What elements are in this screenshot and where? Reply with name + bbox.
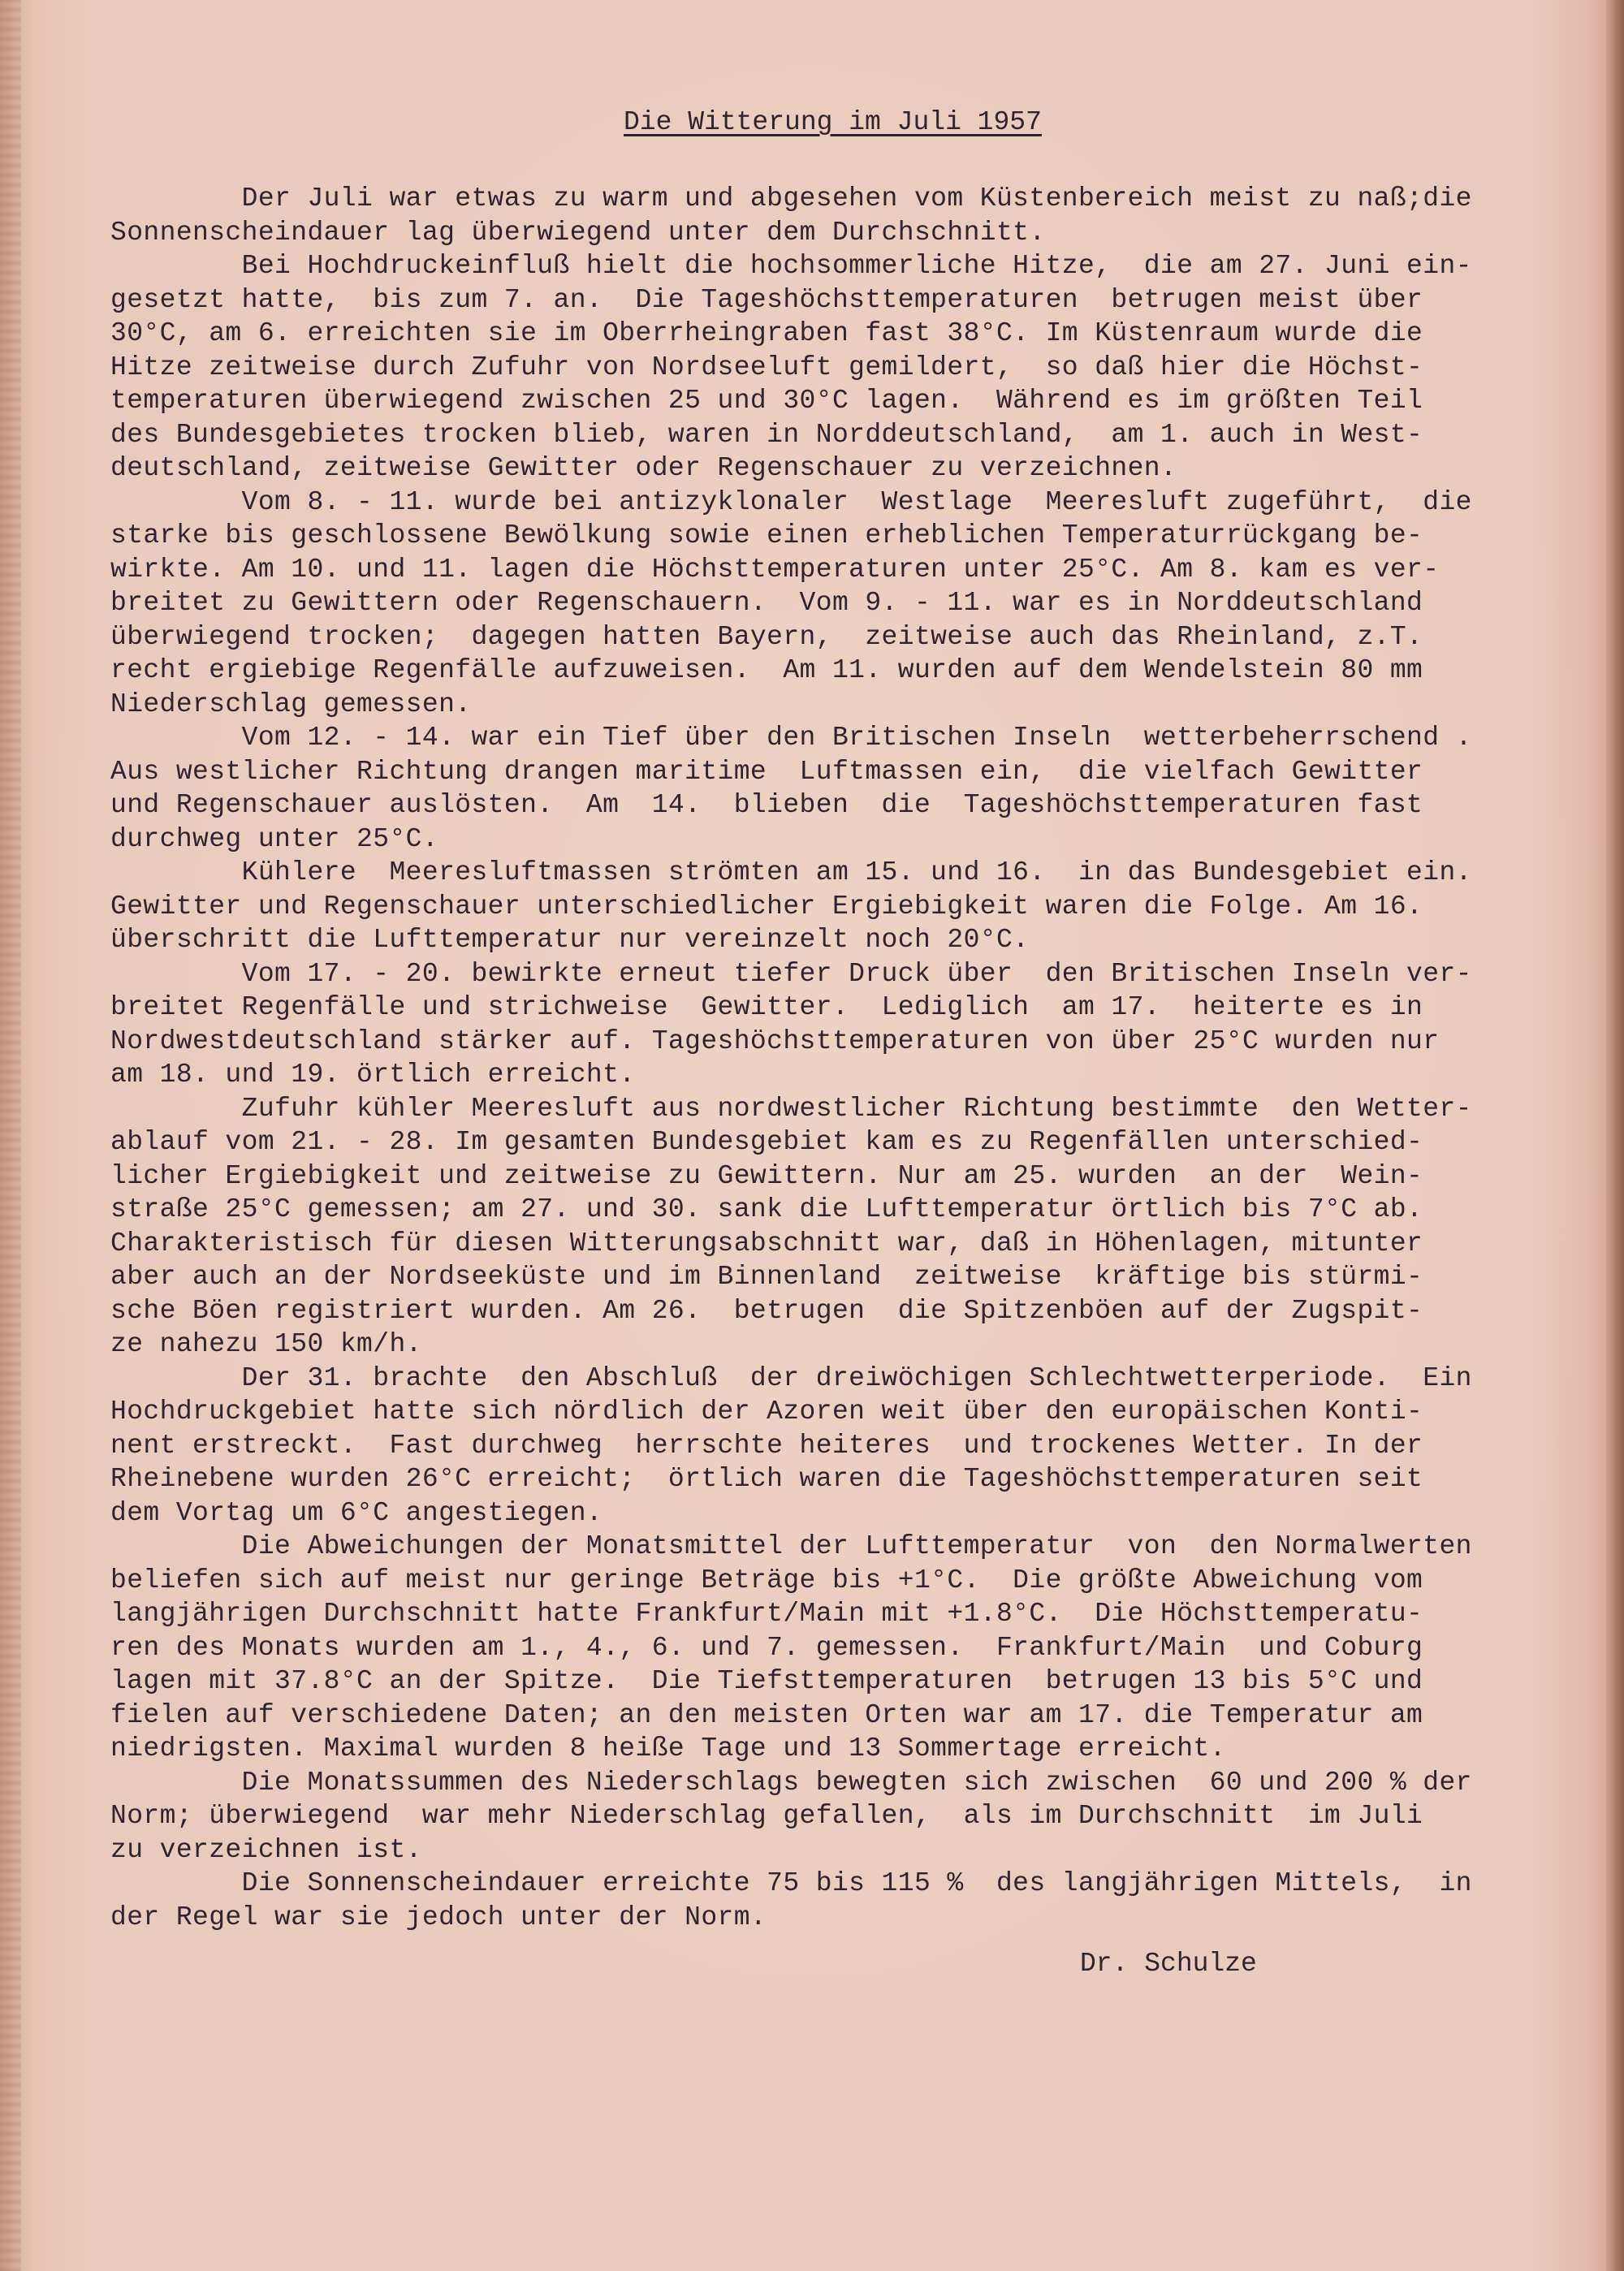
text-line: Charakteristisch für diesen Witterungsabschnitt war, daß in Höhenlagen, mitunter <box>110 1228 1423 1259</box>
text-line: Die Monatssummen des Niederschlags bewegten sich zwischen 60 und 200 % der <box>110 1767 1472 1798</box>
text-line: straße 25°C gemessen; am 27. und 30. sank die Lufttemperatur örtlich bis 7°C ab. <box>110 1194 1423 1224</box>
text-line: Die Sonnenscheindauer erreichte 75 bis 115 % des langjährigen Mittels, in <box>110 1868 1472 1898</box>
text-line: nent erstreckt. Fast durchweg herrschte heiteres und trockenes Wetter. In der <box>110 1430 1423 1461</box>
text-line: aber auch an der Nordseeküste und im Binnenland zeitweise kräftige bis stürmi- <box>110 1262 1423 1292</box>
text-line: langjährigen Durchschnitt hatte Frankfurt/Main mit +1.8°C. Die Höchsttemperatu- <box>110 1599 1423 1629</box>
text-line: licher Ergiebigkeit und zeitweise zu Gewittern. Nur am 25. wurden an der Wein- <box>110 1160 1423 1191</box>
text-line: Rheinebene wurden 26°C erreicht; örtlich waren die Tageshöchsttemperaturen seit <box>110 1464 1423 1494</box>
text-line: überwiegend trocken; dagegen hatten Bayern, zeitweise auch das Rheinland, z.T. <box>110 621 1423 652</box>
text-line: wirkte. Am 10. und 11. lagen die Höchsttemperaturen unter 25°C. Am 8. kam es ver- <box>110 554 1440 585</box>
text-line: überschritt die Lufttemperatur nur vereinzelt noch 20°C. <box>110 925 1030 955</box>
text-line: Vom 8. - 11. wurde bei antizyklonaler Westlage Meeresluft zugeführt, die <box>110 486 1472 517</box>
text-line: Der Juli war etwas zu warm und abgesehen vom Küstenbereich meist zu naß;die <box>110 183 1472 214</box>
text-line: am 18. und 19. örtlich erreicht. <box>110 1060 636 1090</box>
text-line: Vom 17. - 20. bewirkte erneut tiefer Druck über den Britischen Inseln ver- <box>110 958 1472 989</box>
text-line: der Regel war sie jedoch unter der Norm. <box>110 1902 767 1932</box>
text-line: recht ergiebige Regenfälle aufzuweisen. Am 11. wurden auf dem Wendelstein 80 mm <box>110 655 1423 685</box>
text-line: ze nahezu 150 km/h. <box>110 1329 422 1359</box>
text-line: beliefen sich auf meist nur geringe Beträge bis +1°C. Die größte Abweichung vom <box>110 1565 1423 1595</box>
text-line: ren des Monats wurden am 1., 4., 6. und 7. gemessen. Frankfurt/Main und Coburg <box>110 1632 1423 1663</box>
text-line: Hochdruckgebiet hatte sich nördlich der Azoren weit über den europäischen Konti- <box>110 1397 1423 1427</box>
text-line: Der 31. brachte den Abschluß der dreiwöchigen Schlechtwetterperiode. Ein <box>110 1362 1472 1393</box>
text-line: Bei Hochdruckeinfluß hielt die hochsommerliche Hitze, die am 27. Juni ein- <box>110 251 1472 281</box>
text-line: Aus westlicher Richtung drangen maritime Luftmassen ein, die vielfach Gewitter <box>110 756 1423 787</box>
right-page-edge <box>1606 0 1624 2271</box>
text-line: Niederschlag gemessen. <box>110 689 472 719</box>
text-line: zu verzeichnen ist. <box>110 1834 422 1865</box>
text-line: ablauf vom 21. - 28. Im gesamten Bundesgebiet kam es zu Regenfällen unterschied- <box>110 1127 1423 1157</box>
text-line: durchweg unter 25°C. <box>110 823 439 854</box>
text-line: sche Böen registriert wurden. Am 26. betrugen die Spitzenböen auf der Zugspit- <box>110 1295 1423 1326</box>
binding-edge <box>0 0 21 2271</box>
text-line: Vom 12. - 14. war ein Tief über den Britischen Inseln wetterbeherrschend . <box>110 723 1472 753</box>
text-line: des Bundesgebietes trocken blieb, waren in Norddeutschland, am 1. auch in West- <box>110 419 1423 450</box>
text-line: niedrigsten. Maximal wurden 8 heiße Tage und 13 Sommertage erreicht. <box>110 1733 1226 1764</box>
text-line: Gewitter und Regenschauer unterschiedlicher Ergiebigkeit waren die Folge. Am 16. <box>110 891 1423 922</box>
signature: Dr. Schulze <box>1080 1949 1257 1979</box>
text-line: Kühlere Meeresluftmassen strömten am 15. und 16. in das Bundesgebiet ein. <box>110 857 1472 887</box>
text-line: und Regenschauer auslösten. Am 14. blieben die Tageshöchsttemperaturen fast <box>110 790 1423 820</box>
text-line: deutschland, zeitweise Gewitter oder Regenschauer zu verzeichnen. <box>110 453 1177 483</box>
text-line: dem Vortag um 6°C angestiegen. <box>110 1497 603 1528</box>
text-line: lagen mit 37.8°C an der Spitze. Die Tiefsttemperaturen betrugen 13 bis 5°C und <box>110 1666 1423 1696</box>
text-line: 30°C, am 6. erreichten sie im Oberrheingraben fast 38°C. Im Küstenraum wurde die <box>110 318 1423 348</box>
text-line: Norm; überwiegend war mehr Niederschlag gefallen, als im Durchschnitt im Juli <box>110 1801 1423 1831</box>
text-line: temperaturen überwiegend zwischen 25 und 30°C lagen. Während es im größten Teil <box>110 386 1423 416</box>
text-line: Die Abweichungen der Monatsmittel der Lufttemperatur von den Normalwerten <box>110 1531 1472 1561</box>
text-line: breitet Regenfälle und strichweise Gewitter. Lediglich am 17. heiterte es in <box>110 992 1423 1022</box>
text-line: Hitze zeitweise durch Zufuhr von Nordseeluft gemildert, so daß hier die Höchst- <box>110 352 1423 382</box>
text-line: gesetzt hatte, bis zum 7. an. Die Tageshöchsttemperaturen betrugen meist über <box>110 284 1423 315</box>
document-body <box>110 182 1572 1934</box>
text-line: Nordwestdeutschland stärker auf. Tageshöchsttemperaturen von über 25°C wurden nur <box>110 1025 1440 1056</box>
text-line: Zufuhr kühler Meeresluft aus nordwestlicher Richtung bestimmte den Wetter- <box>110 1093 1472 1124</box>
text-line: breitet zu Gewittern oder Regenschauern. Vom 9. - 11. war es in Norddeutschland <box>110 588 1423 618</box>
text-line: fielen auf verschiedene Daten; an den meisten Orten war am 17. die Temperatur am <box>110 1699 1423 1730</box>
text-line: starke bis geschlossene Bewölkung sowie einen erheblichen Temperaturrückgang be- <box>110 520 1423 550</box>
text-line: Sonnenscheindauer lag überwiegend unter dem Durchschnitt. <box>110 217 1046 248</box>
document-title: Die Witterung im Juli 1957 <box>624 107 1042 137</box>
